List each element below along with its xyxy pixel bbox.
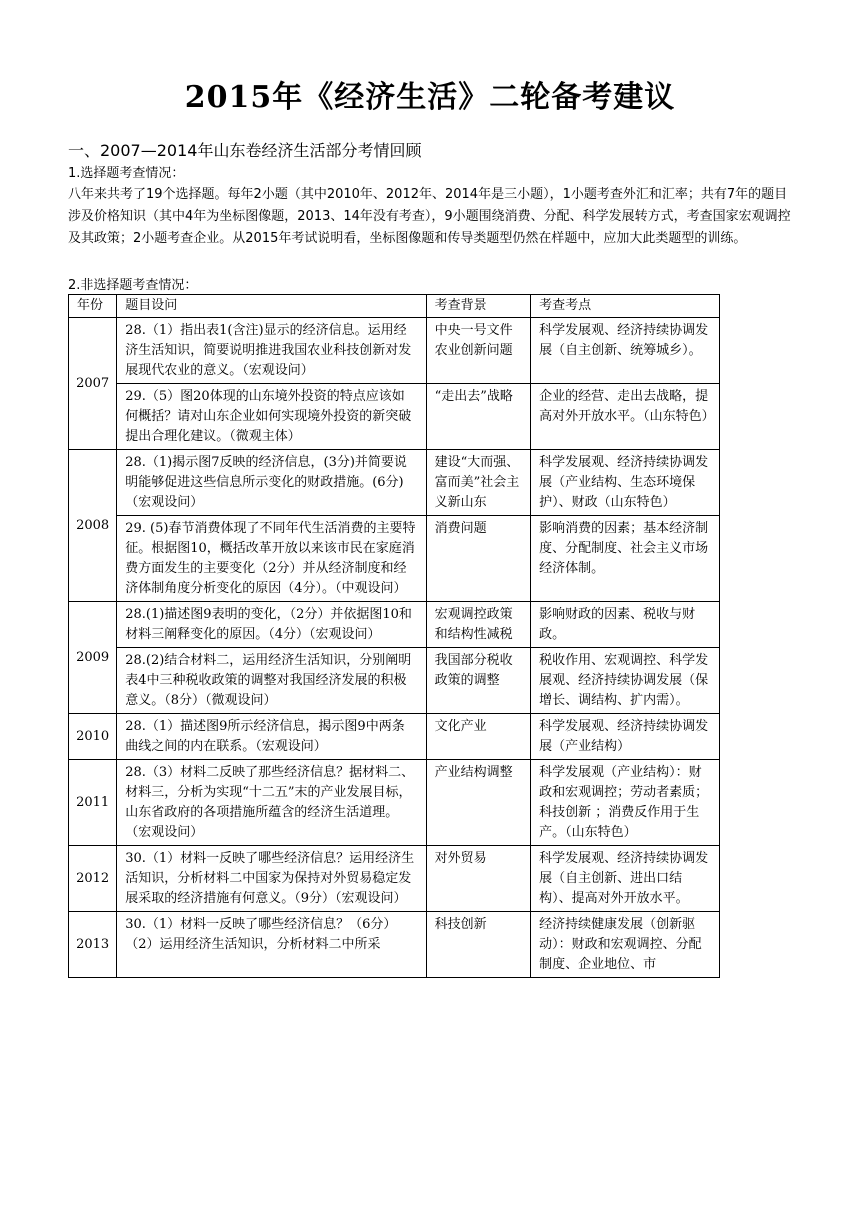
header-knowledge-point: 考查考点 bbox=[531, 295, 720, 318]
year-cell: 2009 bbox=[69, 602, 117, 714]
background-cell: 中央一号文件农业创新问题 bbox=[426, 318, 530, 384]
table-header-row bbox=[69, 295, 720, 318]
background-cell: 文化产业 bbox=[426, 714, 530, 760]
table-row bbox=[69, 714, 720, 760]
background-cell: 对外贸易 bbox=[426, 846, 530, 912]
year-cell: 2007 bbox=[69, 318, 117, 450]
knowledge-cell: 经济持续健康发展（创新驱动）：财政和宏观调控、分配制度、企业地位、市 bbox=[531, 912, 720, 978]
header-year: 年份 bbox=[69, 295, 117, 318]
question-cell: 28.(1)描述图9表明的变化，（2分）并依据图10和材料三阐释变化的原因。（4分）（宏观设问） bbox=[117, 602, 426, 648]
year-cell: 2010 bbox=[69, 714, 117, 760]
document-title: 2015年《经济生活》二轮备考建议 bbox=[184, 80, 676, 115]
table-row bbox=[69, 760, 720, 846]
question-cell: 28.（1）指出表1(含注)显示的经济信息。运用经济生活知识，简要说明推进我国农业科技创新对发展现代农业的意义。（宏观设问） bbox=[117, 318, 426, 384]
background-cell: “走出去”战略 bbox=[426, 384, 530, 450]
header-question: 题目设问 bbox=[117, 295, 426, 318]
knowledge-cell: 影响消费的因素；基本经济制度、分配制度、社会主义市场经济体制。 bbox=[531, 516, 720, 602]
table-row bbox=[69, 602, 720, 648]
paragraph-choice-summary: 八年来共考了19个选择题。每年2小题（其中2010年、2012年、2014年是三小题），1小题考查外汇和汇率；共有7年的题目涉及价格知识（其中4年为坐标图像题，2013、14年没有考查），9小题围绕消费、分配、科学发展转方式，考查国家宏观调控及其政策；2小题考查企业。从2015年考试说明看，坐标图像题和传导类题型仍然在样题中，应加大此类题型的训练。 bbox=[68, 187, 791, 246]
year-cell: 2008 bbox=[69, 450, 117, 602]
table-row bbox=[69, 450, 720, 516]
knowledge-cell: 企业的经营、走出去战略，提高对外开放水平。（山东特色） bbox=[531, 384, 720, 450]
table-row bbox=[69, 912, 720, 978]
background-cell: 消费问题 bbox=[426, 516, 530, 602]
section-heading: 一、2007—2014年山东卷经济生活部分考情回顾 bbox=[68, 141, 422, 160]
header-background: 考查背景 bbox=[426, 295, 530, 318]
question-cell: 29. (5)春节消费体现了不同年代生活消费的主要特征。根据图10，概括改革开放以来该市民在家庭消费方面发生的主要变化（2分）并从经济制度和经济体制角度分析变化的原因（4分）。（中观设问） bbox=[117, 516, 426, 602]
question-cell: 30.（1）材料一反映了哪些经济信息？运用经济生活知识，分析材料二中国家为保持对外贸易稳定发展采取的经济措施有何意义。（9分）（宏观设问） bbox=[117, 846, 426, 912]
question-cell: 29.（5）图20体现的山东境外投资的特点应该如何概括？请对山东企业如何实现境外投资的新突破提出合理化建议。（微观主体） bbox=[117, 384, 426, 450]
knowledge-cell: 税收作用、宏观调控、科学发展观、经济持续协调发展（保增长、调结构、扩内需）。 bbox=[531, 648, 720, 714]
table-row bbox=[69, 516, 720, 602]
knowledge-cell: 科学发展观、经济持续协调发展（自主创新、统筹城乡）。 bbox=[531, 318, 720, 384]
knowledge-cell: 科学发展观、经济持续协调发展（自主创新、进出口结构）、提高对外开放水平。 bbox=[531, 846, 720, 912]
knowledge-cell: 科学发展观、经济持续协调发展（产业结构、生态环境保护）、财政（山东特色） bbox=[531, 450, 720, 516]
knowledge-cell: 科学发展观（产业结构）：财政和宏观调控；劳动者素质；科技创新 ；消费反作用于生产。（山东特色） bbox=[531, 760, 720, 846]
question-cell: 28.(2)结合材料二，运用经济生活知识，分别阐明表4中三种税收政策的调整对我国经济发展的积极意义。（8分）（微观设问） bbox=[117, 648, 426, 714]
question-cell: 28.（1)揭示图7反映的经济信息，(3分)并简要说明能够促进这些信息所示变化的财政措施。(6分)（宏观设问） bbox=[117, 450, 426, 516]
table-row bbox=[69, 846, 720, 912]
table-row bbox=[69, 384, 720, 450]
table-row bbox=[69, 318, 720, 384]
question-cell: 30.（1）材料一反映了哪些经济信息？（6分） （2）运用经济生活知识，分析材料二中所采 bbox=[117, 912, 426, 978]
background-cell: 产业结构调整 bbox=[426, 760, 530, 846]
subheading-choice-questions: 1.选择题考查情况： bbox=[68, 166, 185, 181]
question-cell: 28.（3）材料二反映了那些经济信息？据材料二、材料三，分析为实现“十二五”末的产业发展目标，山东省政府的各项措施所蕴含的经济生活道理。（宏观设问） bbox=[117, 760, 426, 846]
knowledge-cell: 影响财政的因素、税收与财政。 bbox=[531, 602, 720, 648]
background-cell: 宏观调控政策和结构性减税 bbox=[426, 602, 530, 648]
question-cell: 28.（1）描述图9所示经济信息，揭示图9中两条曲线之间的内在联系。（宏观设问） bbox=[117, 714, 426, 760]
year-cell: 2012 bbox=[69, 846, 117, 912]
background-cell: 建设“大而强、富而美”社会主义新山东 bbox=[426, 450, 530, 516]
year-cell: 2013 bbox=[69, 912, 117, 978]
table-row bbox=[69, 648, 720, 714]
knowledge-cell: 科学发展观、经济持续协调发展（产业结构） bbox=[531, 714, 720, 760]
year-cell: 2011 bbox=[69, 760, 117, 846]
subheading-non-choice-questions: 2.非选择题考查情况： bbox=[68, 278, 198, 293]
exam-review-table bbox=[68, 294, 720, 978]
background-cell: 我国部分税收政策的调整 bbox=[426, 648, 530, 714]
background-cell: 科技创新 bbox=[426, 912, 530, 978]
